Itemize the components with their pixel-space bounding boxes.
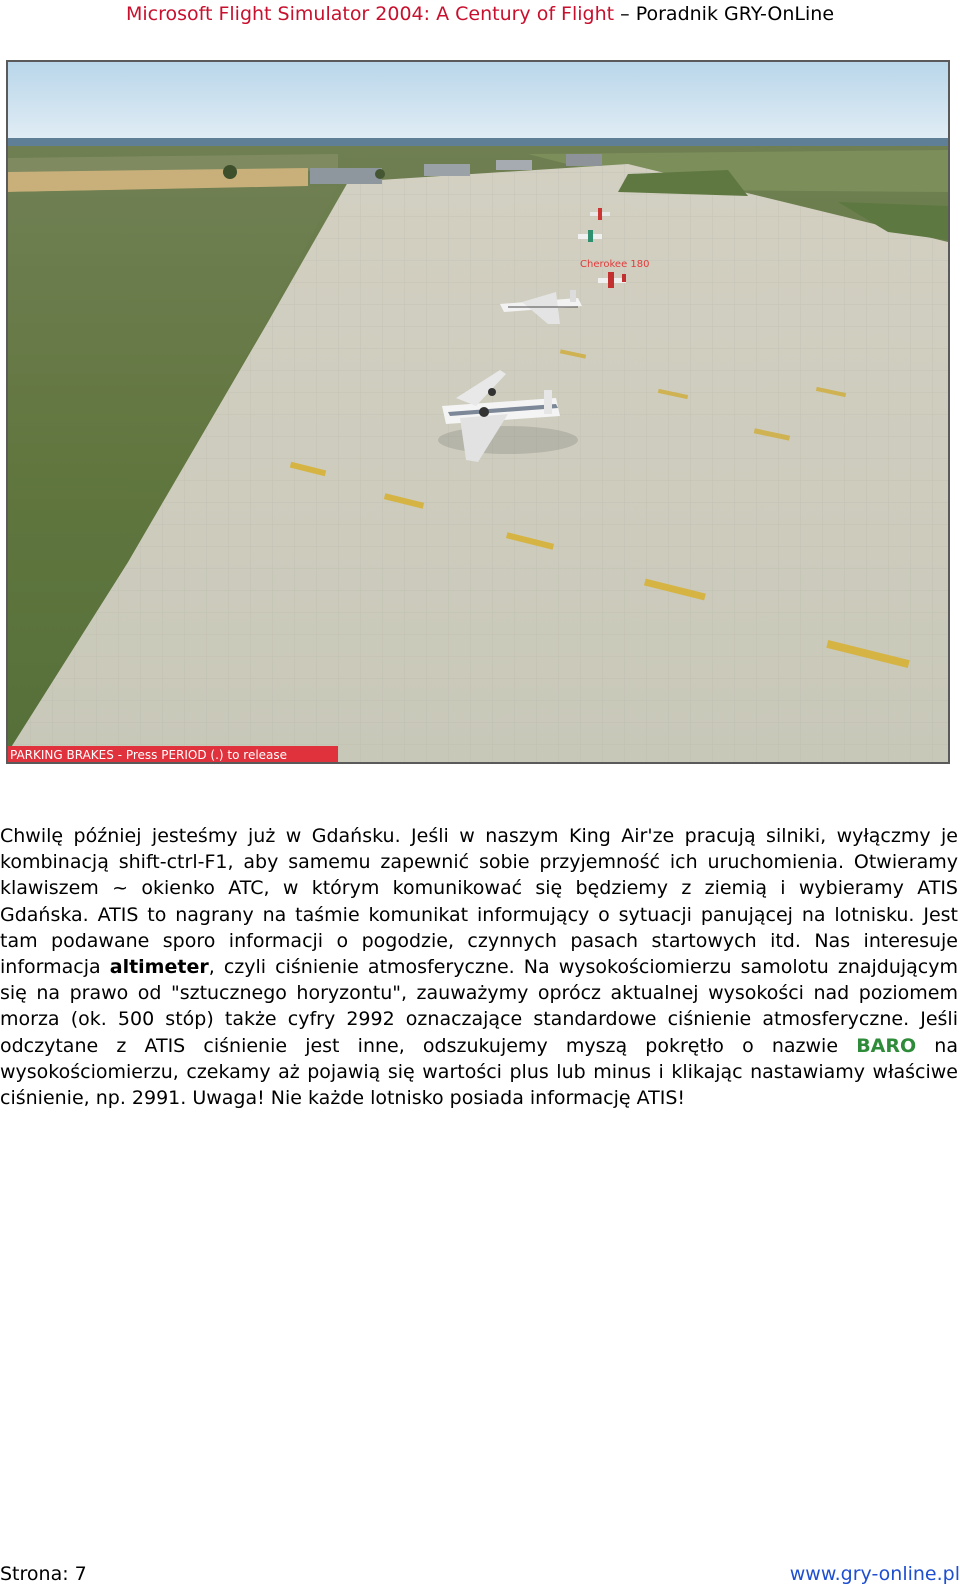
hangar	[566, 154, 602, 166]
page-number: Strona: 7	[0, 1563, 87, 1585]
status-bar-text: PARKING BRAKES - Press PERIOD (.) to release	[10, 748, 288, 762]
paragraph-part-1: Chwilę później jesteśmy już w Gdańsku. Jeśli w naszym King Air'ze pracują silniki, wyłączmy je kombinacją shift-ctrl-F1, aby samemu zapewnić sobie przyjemność ich uruchomienia. Otwieramy klawiszem ~ okienko ATC, w którym komunikować się będziemy z ziemią i wybieramy ATIS Gdańska. ATIS to nagrany na taśmie komunikat informujący o sytuacji panującej na lotnisku. Jest tam podawane sporo informacji o pogodzie, czynnych pasach startowych itd. Nas interesuje informacja	[0, 825, 958, 979]
header-separator: –	[620, 3, 630, 25]
paragraph-part-3: na wysokościomierzu, czekamy aż pojawią się wartości plus lub minus i klikając nastawiamy właściwe ciśnienie, np. 2991. Uwaga! Nie każde lotnisko posiada informację ATIS!	[0, 1034, 958, 1110]
paragraph-part-2: , czyli ciśnienie atmosferyczne. Na wysokościomierzu samolotu znajdującym się na prawo od "sztucznego horyzontu", zauważymy oprócz aktualnej wysokości nad poziomem morza (ok. 500 stóp) także cyfry 2992 oznaczające standardowe ciśnienie atmosferyczne. Jeśli odczytane z ATIS ciśnienie jest inne, odszukujemy myszą pokrętło o nazwie	[0, 956, 959, 1057]
aircraft-label: Cherokee 180	[580, 259, 650, 270]
guide-title: Poradnik GRY-OnLine	[635, 3, 835, 25]
article-paragraph	[0, 823, 958, 1111]
hangar	[310, 168, 382, 184]
grass-island	[618, 170, 748, 196]
airport-scene	[8, 62, 948, 762]
sky	[8, 62, 948, 144]
hangar	[424, 164, 470, 176]
keyword-baro: BARO	[856, 1034, 917, 1057]
game-title: Microsoft Flight Simulator 2004: A Century of Flight	[125, 3, 615, 25]
game-screenshot	[6, 60, 950, 764]
page-header	[0, 2, 960, 26]
tree	[223, 165, 237, 179]
site-link[interactable]: www.gry-online.pl	[789, 1563, 960, 1585]
tree	[375, 169, 385, 179]
hangar	[496, 160, 532, 170]
keyword-altimeter: altimeter	[109, 956, 209, 979]
